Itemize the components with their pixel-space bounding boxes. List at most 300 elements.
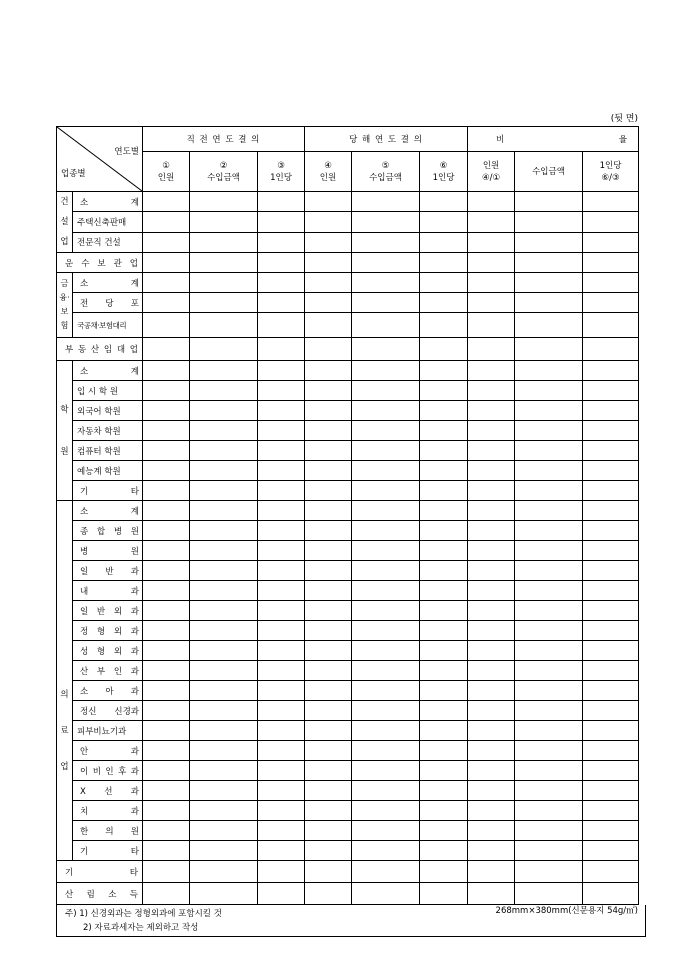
data-cell[interactable] bbox=[583, 741, 639, 761]
data-cell[interactable] bbox=[190, 781, 258, 801]
data-cell[interactable] bbox=[190, 821, 258, 841]
data-cell[interactable] bbox=[258, 621, 305, 641]
data-cell[interactable] bbox=[143, 461, 190, 481]
data-cell[interactable] bbox=[468, 361, 515, 381]
data-cell[interactable] bbox=[143, 313, 190, 338]
data-cell[interactable] bbox=[583, 313, 639, 338]
data-cell[interactable] bbox=[352, 541, 420, 561]
data-cell[interactable] bbox=[352, 401, 420, 421]
data-cell[interactable] bbox=[515, 273, 583, 293]
data-cell[interactable] bbox=[583, 781, 639, 801]
data-cell[interactable] bbox=[515, 253, 583, 273]
data-cell[interactable] bbox=[190, 192, 258, 212]
data-cell[interactable] bbox=[143, 821, 190, 841]
data-cell[interactable] bbox=[515, 232, 583, 252]
data-cell[interactable] bbox=[190, 338, 258, 361]
data-cell[interactable] bbox=[305, 361, 352, 381]
data-cell[interactable] bbox=[420, 661, 468, 681]
data-cell[interactable] bbox=[143, 681, 190, 701]
data-cell[interactable] bbox=[515, 481, 583, 501]
data-cell[interactable] bbox=[468, 232, 515, 252]
data-cell[interactable] bbox=[190, 541, 258, 561]
data-cell[interactable] bbox=[583, 721, 639, 741]
data-cell[interactable] bbox=[305, 621, 352, 641]
data-cell[interactable] bbox=[143, 621, 190, 641]
data-cell[interactable] bbox=[352, 561, 420, 581]
data-cell[interactable] bbox=[190, 661, 258, 681]
data-cell[interactable] bbox=[305, 212, 352, 232]
data-cell[interactable] bbox=[305, 661, 352, 681]
data-cell[interactable] bbox=[258, 841, 305, 861]
data-cell[interactable] bbox=[143, 253, 190, 273]
data-cell[interactable] bbox=[420, 701, 468, 721]
data-cell[interactable] bbox=[190, 461, 258, 481]
data-cell[interactable] bbox=[583, 232, 639, 252]
data-cell[interactable] bbox=[143, 293, 190, 313]
data-cell[interactable] bbox=[583, 501, 639, 521]
data-cell[interactable] bbox=[468, 821, 515, 841]
data-cell[interactable] bbox=[258, 461, 305, 481]
data-cell[interactable] bbox=[143, 561, 190, 581]
data-cell[interactable] bbox=[258, 421, 305, 441]
data-cell[interactable] bbox=[515, 801, 583, 821]
data-cell[interactable] bbox=[305, 601, 352, 621]
data-cell[interactable] bbox=[305, 501, 352, 521]
data-cell[interactable] bbox=[190, 293, 258, 313]
data-cell[interactable] bbox=[143, 441, 190, 461]
data-cell[interactable] bbox=[583, 641, 639, 661]
data-cell[interactable] bbox=[305, 273, 352, 293]
data-cell[interactable] bbox=[420, 761, 468, 781]
data-cell[interactable] bbox=[258, 821, 305, 841]
data-cell[interactable] bbox=[583, 521, 639, 541]
data-cell[interactable] bbox=[143, 401, 190, 421]
data-cell[interactable] bbox=[258, 561, 305, 581]
data-cell[interactable] bbox=[468, 621, 515, 641]
data-cell[interactable] bbox=[258, 481, 305, 501]
data-cell[interactable] bbox=[468, 641, 515, 661]
data-cell[interactable] bbox=[420, 381, 468, 401]
data-cell[interactable] bbox=[583, 441, 639, 461]
data-cell[interactable] bbox=[352, 521, 420, 541]
data-cell[interactable] bbox=[258, 641, 305, 661]
data-cell[interactable] bbox=[143, 501, 190, 521]
data-cell[interactable] bbox=[468, 601, 515, 621]
data-cell[interactable] bbox=[515, 821, 583, 841]
data-cell[interactable] bbox=[420, 441, 468, 461]
data-cell[interactable] bbox=[258, 601, 305, 621]
data-cell[interactable] bbox=[305, 381, 352, 401]
data-cell[interactable] bbox=[305, 541, 352, 561]
data-cell[interactable] bbox=[468, 681, 515, 701]
data-cell[interactable] bbox=[468, 861, 515, 883]
data-cell[interactable] bbox=[583, 861, 639, 883]
data-cell[interactable] bbox=[420, 401, 468, 421]
data-cell[interactable] bbox=[420, 521, 468, 541]
data-cell[interactable] bbox=[352, 621, 420, 641]
data-cell[interactable] bbox=[190, 481, 258, 501]
data-cell[interactable] bbox=[258, 192, 305, 212]
data-cell[interactable] bbox=[352, 313, 420, 338]
data-cell[interactable] bbox=[190, 701, 258, 721]
data-cell[interactable] bbox=[583, 212, 639, 232]
data-cell[interactable] bbox=[190, 561, 258, 581]
data-cell[interactable] bbox=[190, 521, 258, 541]
data-cell[interactable] bbox=[143, 701, 190, 721]
data-cell[interactable] bbox=[352, 841, 420, 861]
data-cell[interactable] bbox=[352, 192, 420, 212]
data-cell[interactable] bbox=[190, 441, 258, 461]
data-cell[interactable] bbox=[258, 401, 305, 421]
data-cell[interactable] bbox=[420, 461, 468, 481]
data-cell[interactable] bbox=[420, 481, 468, 501]
data-cell[interactable] bbox=[352, 641, 420, 661]
data-cell[interactable] bbox=[515, 641, 583, 661]
data-cell[interactable] bbox=[143, 381, 190, 401]
data-cell[interactable] bbox=[420, 361, 468, 381]
data-cell[interactable] bbox=[515, 661, 583, 681]
data-cell[interactable] bbox=[143, 481, 190, 501]
data-cell[interactable] bbox=[420, 781, 468, 801]
data-cell[interactable] bbox=[258, 501, 305, 521]
data-cell[interactable] bbox=[468, 421, 515, 441]
data-cell[interactable] bbox=[583, 681, 639, 701]
data-cell[interactable] bbox=[515, 781, 583, 801]
data-cell[interactable] bbox=[352, 661, 420, 681]
data-cell[interactable] bbox=[352, 338, 420, 361]
data-cell[interactable] bbox=[468, 841, 515, 861]
data-cell[interactable] bbox=[305, 232, 352, 252]
data-cell[interactable] bbox=[468, 581, 515, 601]
data-cell[interactable] bbox=[515, 192, 583, 212]
data-cell[interactable] bbox=[468, 313, 515, 338]
data-cell[interactable] bbox=[515, 401, 583, 421]
data-cell[interactable] bbox=[258, 232, 305, 252]
data-cell[interactable] bbox=[583, 841, 639, 861]
data-cell[interactable] bbox=[468, 501, 515, 521]
data-cell[interactable] bbox=[305, 338, 352, 361]
data-cell[interactable] bbox=[305, 401, 352, 421]
data-cell[interactable] bbox=[352, 581, 420, 601]
data-cell[interactable] bbox=[583, 601, 639, 621]
data-cell[interactable] bbox=[143, 421, 190, 441]
data-cell[interactable] bbox=[258, 681, 305, 701]
data-cell[interactable] bbox=[468, 721, 515, 741]
data-cell[interactable] bbox=[352, 681, 420, 701]
data-cell[interactable] bbox=[352, 741, 420, 761]
data-cell[interactable] bbox=[305, 681, 352, 701]
data-cell[interactable] bbox=[468, 192, 515, 212]
data-cell[interactable] bbox=[190, 253, 258, 273]
data-cell[interactable] bbox=[583, 338, 639, 361]
data-cell[interactable] bbox=[583, 401, 639, 421]
data-cell[interactable] bbox=[190, 501, 258, 521]
data-cell[interactable] bbox=[468, 481, 515, 501]
data-cell[interactable] bbox=[190, 801, 258, 821]
data-cell[interactable] bbox=[420, 273, 468, 293]
data-cell[interactable] bbox=[583, 883, 639, 905]
data-cell[interactable] bbox=[515, 381, 583, 401]
data-cell[interactable] bbox=[190, 721, 258, 741]
data-cell[interactable] bbox=[305, 841, 352, 861]
data-cell[interactable] bbox=[583, 581, 639, 601]
data-cell[interactable] bbox=[515, 361, 583, 381]
data-cell[interactable] bbox=[143, 741, 190, 761]
data-cell[interactable] bbox=[190, 841, 258, 861]
data-cell[interactable] bbox=[305, 561, 352, 581]
data-cell[interactable] bbox=[352, 501, 420, 521]
data-cell[interactable] bbox=[352, 701, 420, 721]
data-cell[interactable] bbox=[258, 781, 305, 801]
data-cell[interactable] bbox=[258, 313, 305, 338]
data-cell[interactable] bbox=[143, 641, 190, 661]
data-cell[interactable] bbox=[190, 361, 258, 381]
data-cell[interactable] bbox=[305, 253, 352, 273]
data-cell[interactable] bbox=[258, 273, 305, 293]
data-cell[interactable] bbox=[258, 381, 305, 401]
data-cell[interactable] bbox=[515, 741, 583, 761]
data-cell[interactable] bbox=[420, 621, 468, 641]
data-cell[interactable] bbox=[352, 381, 420, 401]
data-cell[interactable] bbox=[420, 561, 468, 581]
data-cell[interactable] bbox=[420, 821, 468, 841]
data-cell[interactable] bbox=[190, 761, 258, 781]
data-cell[interactable] bbox=[420, 212, 468, 232]
data-cell[interactable] bbox=[468, 338, 515, 361]
data-cell[interactable] bbox=[420, 192, 468, 212]
data-cell[interactable] bbox=[305, 441, 352, 461]
data-cell[interactable] bbox=[468, 701, 515, 721]
data-cell[interactable] bbox=[468, 212, 515, 232]
data-cell[interactable] bbox=[583, 293, 639, 313]
data-cell[interactable] bbox=[420, 801, 468, 821]
data-cell[interactable] bbox=[143, 781, 190, 801]
data-cell[interactable] bbox=[305, 641, 352, 661]
data-cell[interactable] bbox=[143, 581, 190, 601]
data-cell[interactable] bbox=[420, 581, 468, 601]
data-cell[interactable] bbox=[515, 561, 583, 581]
data-cell[interactable] bbox=[583, 661, 639, 681]
data-cell[interactable] bbox=[258, 441, 305, 461]
data-cell[interactable] bbox=[352, 361, 420, 381]
data-cell[interactable] bbox=[468, 461, 515, 481]
data-cell[interactable] bbox=[305, 821, 352, 841]
data-cell[interactable] bbox=[305, 293, 352, 313]
data-cell[interactable] bbox=[420, 861, 468, 883]
data-cell[interactable] bbox=[190, 883, 258, 905]
data-cell[interactable] bbox=[583, 361, 639, 381]
data-cell[interactable] bbox=[190, 641, 258, 661]
data-cell[interactable] bbox=[515, 621, 583, 641]
data-cell[interactable] bbox=[583, 273, 639, 293]
data-cell[interactable] bbox=[420, 721, 468, 741]
data-cell[interactable] bbox=[583, 421, 639, 441]
data-cell[interactable] bbox=[515, 338, 583, 361]
data-cell[interactable] bbox=[305, 481, 352, 501]
data-cell[interactable] bbox=[352, 821, 420, 841]
data-cell[interactable] bbox=[190, 681, 258, 701]
data-cell[interactable] bbox=[468, 801, 515, 821]
data-cell[interactable] bbox=[583, 253, 639, 273]
data-cell[interactable] bbox=[305, 421, 352, 441]
data-cell[interactable] bbox=[468, 273, 515, 293]
data-cell[interactable] bbox=[143, 761, 190, 781]
data-cell[interactable] bbox=[352, 601, 420, 621]
data-cell[interactable] bbox=[143, 273, 190, 293]
data-cell[interactable] bbox=[468, 781, 515, 801]
data-cell[interactable] bbox=[305, 721, 352, 741]
data-cell[interactable] bbox=[352, 293, 420, 313]
data-cell[interactable] bbox=[515, 521, 583, 541]
data-cell[interactable] bbox=[190, 601, 258, 621]
data-cell[interactable] bbox=[420, 338, 468, 361]
data-cell[interactable] bbox=[583, 381, 639, 401]
data-cell[interactable] bbox=[143, 861, 190, 883]
data-cell[interactable] bbox=[190, 861, 258, 883]
data-cell[interactable] bbox=[352, 781, 420, 801]
data-cell[interactable] bbox=[583, 761, 639, 781]
data-cell[interactable] bbox=[258, 661, 305, 681]
data-cell[interactable] bbox=[352, 481, 420, 501]
data-cell[interactable] bbox=[515, 721, 583, 741]
data-cell[interactable] bbox=[190, 741, 258, 761]
data-cell[interactable] bbox=[420, 232, 468, 252]
data-cell[interactable] bbox=[190, 232, 258, 252]
data-cell[interactable] bbox=[420, 741, 468, 761]
data-cell[interactable] bbox=[352, 801, 420, 821]
data-cell[interactable] bbox=[583, 801, 639, 821]
data-cell[interactable] bbox=[468, 741, 515, 761]
data-cell[interactable] bbox=[258, 861, 305, 883]
data-cell[interactable] bbox=[305, 192, 352, 212]
data-cell[interactable] bbox=[258, 701, 305, 721]
data-cell[interactable] bbox=[352, 721, 420, 741]
data-cell[interactable] bbox=[352, 421, 420, 441]
data-cell[interactable] bbox=[143, 801, 190, 821]
data-cell[interactable] bbox=[420, 293, 468, 313]
data-cell[interactable] bbox=[258, 741, 305, 761]
data-cell[interactable] bbox=[190, 313, 258, 338]
data-cell[interactable] bbox=[143, 338, 190, 361]
data-cell[interactable] bbox=[258, 761, 305, 781]
data-cell[interactable] bbox=[515, 601, 583, 621]
data-cell[interactable] bbox=[515, 421, 583, 441]
data-cell[interactable] bbox=[583, 481, 639, 501]
data-cell[interactable] bbox=[258, 212, 305, 232]
data-cell[interactable] bbox=[420, 501, 468, 521]
data-cell[interactable] bbox=[143, 192, 190, 212]
data-cell[interactable] bbox=[468, 661, 515, 681]
data-cell[interactable] bbox=[352, 212, 420, 232]
data-cell[interactable] bbox=[515, 861, 583, 883]
data-cell[interactable] bbox=[305, 521, 352, 541]
data-cell[interactable] bbox=[143, 212, 190, 232]
data-cell[interactable] bbox=[305, 883, 352, 905]
data-cell[interactable] bbox=[468, 541, 515, 561]
data-cell[interactable] bbox=[420, 421, 468, 441]
data-cell[interactable] bbox=[305, 741, 352, 761]
data-cell[interactable] bbox=[583, 541, 639, 561]
data-cell[interactable] bbox=[143, 721, 190, 741]
data-cell[interactable] bbox=[305, 781, 352, 801]
data-cell[interactable] bbox=[468, 761, 515, 781]
data-cell[interactable] bbox=[258, 253, 305, 273]
data-cell[interactable] bbox=[583, 821, 639, 841]
data-cell[interactable] bbox=[583, 621, 639, 641]
data-cell[interactable] bbox=[143, 521, 190, 541]
data-cell[interactable] bbox=[352, 273, 420, 293]
data-cell[interactable] bbox=[515, 313, 583, 338]
data-cell[interactable] bbox=[352, 883, 420, 905]
data-cell[interactable] bbox=[420, 313, 468, 338]
data-cell[interactable] bbox=[258, 883, 305, 905]
data-cell[interactable] bbox=[583, 561, 639, 581]
data-cell[interactable] bbox=[305, 801, 352, 821]
data-cell[interactable] bbox=[143, 601, 190, 621]
data-cell[interactable] bbox=[420, 253, 468, 273]
data-cell[interactable] bbox=[352, 761, 420, 781]
data-cell[interactable] bbox=[258, 293, 305, 313]
data-cell[interactable] bbox=[583, 701, 639, 721]
data-cell[interactable] bbox=[515, 212, 583, 232]
data-cell[interactable] bbox=[305, 581, 352, 601]
data-cell[interactable] bbox=[352, 441, 420, 461]
data-cell[interactable] bbox=[143, 541, 190, 561]
data-cell[interactable] bbox=[583, 192, 639, 212]
data-cell[interactable] bbox=[468, 293, 515, 313]
data-cell[interactable] bbox=[143, 883, 190, 905]
data-cell[interactable] bbox=[468, 441, 515, 461]
data-cell[interactable] bbox=[515, 681, 583, 701]
data-cell[interactable] bbox=[143, 841, 190, 861]
data-cell[interactable] bbox=[258, 361, 305, 381]
data-cell[interactable] bbox=[515, 761, 583, 781]
data-cell[interactable] bbox=[515, 501, 583, 521]
data-cell[interactable] bbox=[515, 541, 583, 561]
data-cell[interactable] bbox=[420, 541, 468, 561]
data-cell[interactable] bbox=[468, 253, 515, 273]
data-cell[interactable] bbox=[143, 232, 190, 252]
data-cell[interactable] bbox=[468, 521, 515, 541]
data-cell[interactable] bbox=[305, 313, 352, 338]
data-cell[interactable] bbox=[352, 253, 420, 273]
data-cell[interactable] bbox=[515, 701, 583, 721]
data-cell[interactable] bbox=[515, 293, 583, 313]
data-cell[interactable] bbox=[352, 461, 420, 481]
data-cell[interactable] bbox=[468, 401, 515, 421]
data-cell[interactable] bbox=[258, 521, 305, 541]
data-cell[interactable] bbox=[352, 232, 420, 252]
data-cell[interactable] bbox=[468, 883, 515, 905]
data-cell[interactable] bbox=[420, 883, 468, 905]
data-cell[interactable] bbox=[515, 581, 583, 601]
data-cell[interactable] bbox=[515, 841, 583, 861]
data-cell[interactable] bbox=[143, 361, 190, 381]
data-cell[interactable] bbox=[305, 861, 352, 883]
data-cell[interactable] bbox=[515, 883, 583, 905]
data-cell[interactable] bbox=[420, 681, 468, 701]
data-cell[interactable] bbox=[190, 401, 258, 421]
data-cell[interactable] bbox=[468, 561, 515, 581]
data-cell[interactable] bbox=[305, 461, 352, 481]
data-cell[interactable] bbox=[420, 641, 468, 661]
data-cell[interactable] bbox=[258, 721, 305, 741]
data-cell[interactable] bbox=[420, 601, 468, 621]
data-cell[interactable] bbox=[190, 421, 258, 441]
data-cell[interactable] bbox=[515, 441, 583, 461]
data-cell[interactable] bbox=[190, 273, 258, 293]
data-cell[interactable] bbox=[420, 841, 468, 861]
